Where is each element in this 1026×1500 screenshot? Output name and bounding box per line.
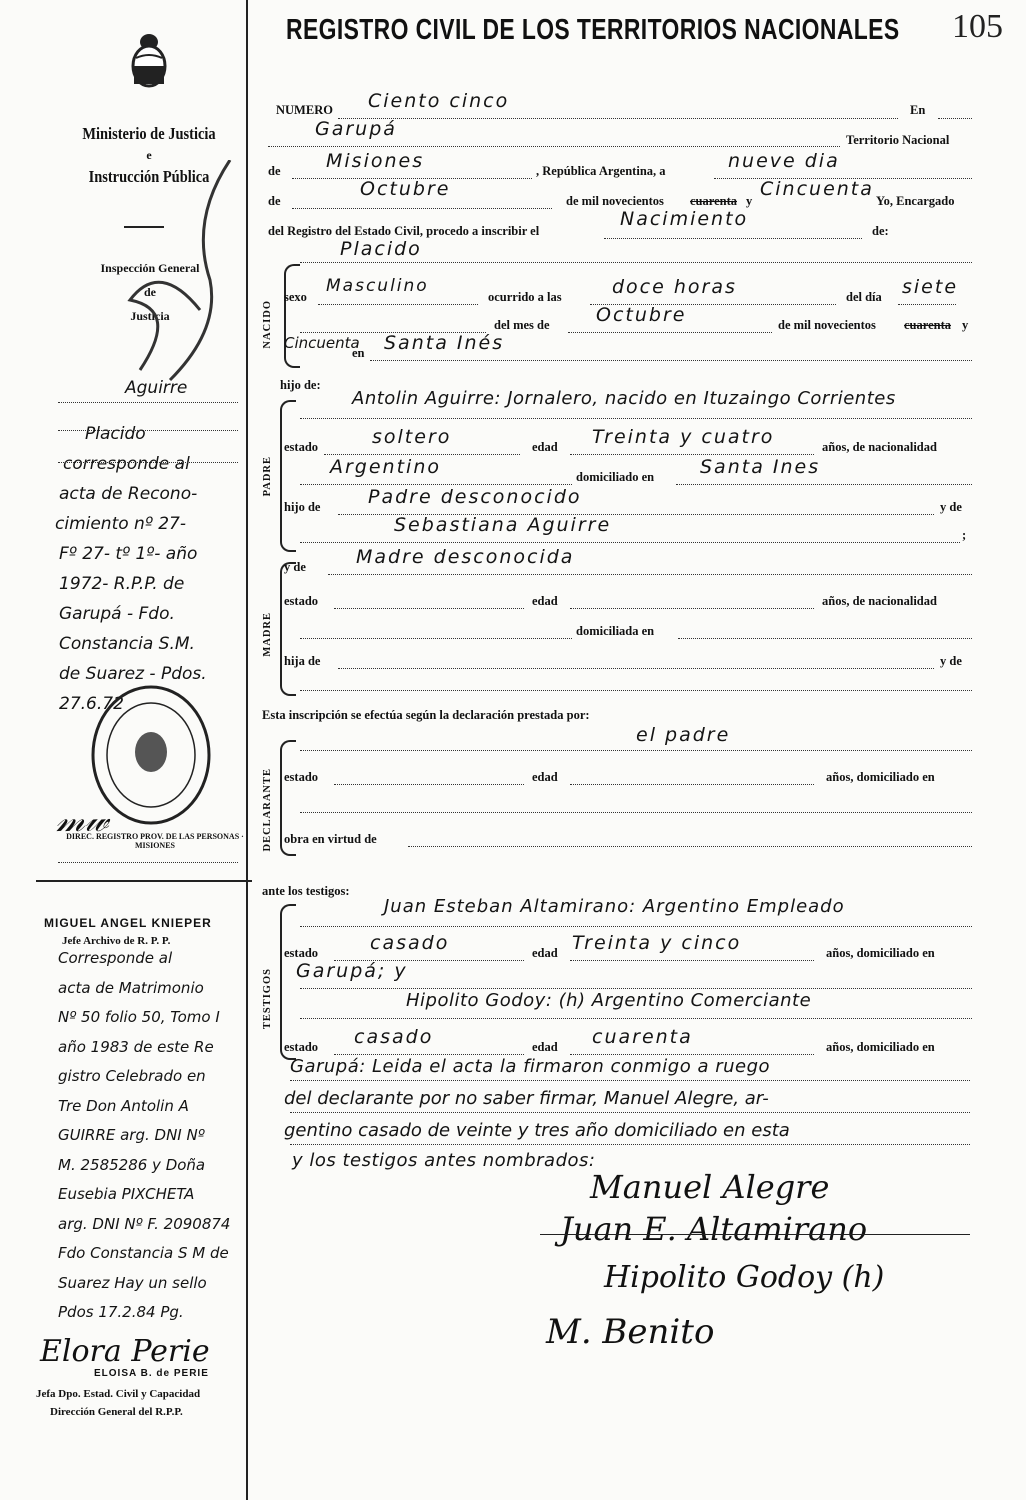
firma-declarante: Manuel Alegre	[590, 1168, 830, 1206]
abuela-value: Sebastiana Aguirre	[394, 514, 612, 536]
page-title: REGISTRO CIVIL DE LOS TERRITORIOS NACIONALES	[286, 14, 900, 46]
encargado-label: Yo, Encargado	[876, 194, 955, 208]
estado5-label: estado	[284, 1040, 319, 1054]
note1-line: cimiento nº 27-	[55, 514, 187, 534]
firma-testigo-1: Juan E. Altamirano	[560, 1210, 868, 1248]
testigos-label: ante los testigos:	[262, 884, 350, 898]
lugar-nac-value: Santa Inés	[384, 332, 505, 354]
hijade-label: hija de	[284, 654, 321, 668]
dia-value: nueve dia	[728, 150, 840, 172]
anios5-label: años, domiciliado en	[826, 1040, 935, 1054]
territorio-label: Territorio Nacional	[846, 133, 950, 147]
note2-line: arg. DNI Nº F. 2090874	[58, 1214, 231, 1233]
inspection-line-2: de	[144, 285, 156, 299]
estado3-label: estado	[284, 770, 319, 784]
registro-label: del Registro del Estado Civil, procedo a inscribir el	[268, 224, 540, 238]
note2-line: Nº 50 folio 50, Tomo I	[58, 1008, 220, 1026]
declaracion-label: Esta inscripción se efectúa según la declaración prestada por:	[262, 708, 590, 722]
del-dia-label: del día	[846, 290, 882, 304]
cierre-line-2: del declarante por no saber firmar, Manuel Alegre, ar-	[284, 1088, 769, 1109]
hijo-label: hijo de:	[280, 378, 321, 392]
yde-label: y de	[940, 500, 962, 514]
note1-line: de Suarez - Pdos.	[59, 664, 207, 684]
ministry-line-3: Instrucción Pública	[88, 167, 210, 186]
t1-estado-value: casado	[370, 932, 450, 954]
t2-estado-value: casado	[354, 1026, 434, 1048]
note2-line: Fdo Constancia S M de	[58, 1244, 229, 1262]
anios4-label: años, domiciliado en	[826, 946, 935, 960]
note1-line: corresponde al	[63, 454, 190, 474]
left-signature-1: 𝓂𝓌	[56, 800, 109, 840]
ministry-line-2: e	[146, 148, 152, 162]
pen-scribble-graphic	[110, 160, 250, 410]
note2-line: Corresponde al	[58, 949, 173, 967]
firma-encargado: M. Benito	[546, 1312, 715, 1352]
note2-line: Tre Don Antolin A	[58, 1096, 189, 1115]
note2-line: M. 2585286 y Doña	[58, 1155, 206, 1174]
y2-label: y	[962, 318, 969, 332]
tachado-2: cuarenta	[904, 318, 951, 332]
estado4-label: estado	[284, 946, 319, 960]
yde3-label: y de	[940, 654, 962, 668]
mes-value: Octubre	[360, 178, 451, 200]
sexo-value: Masculino	[326, 276, 429, 296]
de2-label: de:	[872, 224, 889, 238]
edad4-label: edad	[532, 946, 558, 960]
en-label-2: en	[352, 346, 365, 360]
signer-name: ELOISA B. de PERIE	[94, 1368, 209, 1379]
signer-title: Jefa Dpo. Estad. Civil y Capacidad	[36, 1388, 201, 1400]
acto-value: Nacimiento	[620, 208, 749, 230]
note2-line: acta de Matrimonio	[58, 978, 204, 997]
t1-domicilio-value: Garupá; y	[296, 960, 408, 982]
de-label: de	[268, 164, 281, 178]
domiciliada-label: domiciliada en	[576, 624, 655, 638]
mes-label: del mes de	[494, 318, 550, 332]
note2-line: Pdos 17.2.84 Pg.	[58, 1303, 184, 1321]
cierre-line-3: gentino casado de veinte y tres año domiciliado en esta	[284, 1120, 790, 1141]
note1-line: Garupá - Fdo.	[59, 604, 175, 624]
nacido-section-label: NACIDO	[262, 300, 273, 349]
obra-label: obra en virtud de	[284, 832, 377, 846]
ocurrido-label: ocurrido a las	[488, 290, 562, 304]
left-signature-2: Elora Perie	[40, 1334, 210, 1369]
edad5-label: edad	[532, 1040, 558, 1054]
note1-line: Placido	[85, 424, 146, 444]
firma-testigo-2: Hipolito Godoy (h)	[604, 1260, 885, 1295]
note2-line: gistro Celebrado en	[58, 1067, 206, 1085]
anios2-label: años, de nacionalidad	[822, 594, 937, 608]
note1-line: Fº 27- tº 1º- año	[59, 544, 198, 564]
padre-domicilio-value: Santa Ines	[700, 456, 821, 478]
dia-nac-value: siete	[902, 276, 959, 298]
t1-edad-value: Treinta y cinco	[572, 932, 742, 954]
note2-line: Suarez Hay un sello	[58, 1273, 207, 1292]
padre-estado-value: soltero	[372, 426, 452, 448]
note1-line: Aguirre	[125, 378, 188, 398]
mil-label: de mil novecientos	[566, 194, 664, 208]
anio-value: Cincuenta	[760, 178, 874, 200]
stamp-text: DIREC. REGISTRO PROV. DE LAS PERSONAS · MISIONES	[66, 832, 244, 850]
anio-nac-value: Cincuenta	[284, 334, 360, 352]
tachado-1: cuarenta	[690, 194, 737, 208]
hora-value: doce horas	[612, 276, 737, 298]
yde2-label: y de	[284, 560, 306, 574]
note1-line: acta de Recono-	[59, 484, 198, 504]
mil2-label: de mil novecientos	[778, 318, 876, 332]
note1-line: 1972- R.P.P. de	[59, 574, 185, 594]
shield-icon	[128, 32, 170, 90]
ministry-line-1: Ministerio de Justicia	[82, 124, 216, 143]
declarante-value: el padre	[636, 724, 731, 746]
edad3-label: edad	[532, 770, 558, 784]
testigos-section-label: TESTIGOS	[262, 968, 273, 1030]
anios-label: años, de nacionalidad	[822, 440, 937, 454]
note2-line: Eusebia PIXCHETA	[58, 1185, 195, 1203]
note2-line: año 1983 de este Re	[58, 1037, 214, 1056]
officer-name: MIGUEL ANGEL KNIEPER	[44, 916, 212, 930]
domiciliado-label: domiciliado en	[576, 470, 655, 484]
testigo1-value: Juan Esteban Altamirano: Argentino Empleado	[384, 896, 845, 917]
padre-value: Antolin Aguirre: Jornalero, nacido en Ituzaingo Corrientes	[352, 388, 896, 409]
cierre-line-4: y los testigos antes nombrados:	[292, 1150, 596, 1171]
nombre-value: Placido	[340, 238, 422, 260]
estado-label: estado	[284, 440, 319, 454]
hijode-label: hijo de	[284, 500, 321, 514]
numero-value: Ciento cinco	[368, 90, 510, 112]
madre-value: Madre desconocida	[356, 546, 575, 568]
y-label: y	[746, 194, 753, 208]
margin-note-2	[58, 944, 253, 1328]
numero-label: NUMERO	[276, 103, 333, 117]
signer-office: Dirección General del R.P.P.	[50, 1406, 183, 1418]
note1-line: Constancia S.M.	[59, 634, 195, 654]
t2-edad-value: cuarenta	[592, 1026, 693, 1048]
semicolon: ;	[962, 528, 967, 542]
provincia-value: Misiones	[326, 150, 425, 172]
padre-nacionalidad-value: Argentino	[330, 456, 441, 478]
lugar-value: Garupá	[315, 118, 397, 140]
mes-nac-value: Octubre	[596, 304, 687, 326]
edad-label: edad	[532, 440, 558, 454]
edad2-label: edad	[532, 594, 558, 608]
anios3-label: años, domiciliado en	[826, 770, 935, 784]
note1-line: 27.6.72	[59, 694, 124, 714]
padre-edad-value: Treinta y cuatro	[592, 426, 775, 448]
note2-line: GUIRRE arg. DNI Nº	[58, 1126, 205, 1144]
inspection-line-3: Justicia	[130, 309, 170, 323]
page-number: 105	[952, 8, 1003, 45]
declarante-section-label: DECLARANTE	[262, 768, 273, 852]
sexo-label: sexo	[284, 290, 307, 304]
madre-section-label: MADRE	[262, 612, 273, 657]
inspection-line-1: Inspección General	[100, 261, 200, 275]
de-label-2: de	[268, 194, 281, 208]
en-label: En	[910, 103, 926, 117]
cierre-line-1: Garupá: Leida el acta la firmaron conmigo a ruego	[290, 1056, 771, 1077]
padre-section-label: PADRE	[262, 456, 273, 497]
testigo2-value: Hipolito Godoy: (h) Argentino Comerciante	[406, 990, 812, 1011]
officer-title: Jefe Archivo de R. P. P.	[62, 935, 171, 947]
republica-label: , República Argentina, a	[536, 164, 666, 178]
estado2-label: estado	[284, 594, 319, 608]
abuelo-value: Padre desconocido	[368, 486, 582, 508]
